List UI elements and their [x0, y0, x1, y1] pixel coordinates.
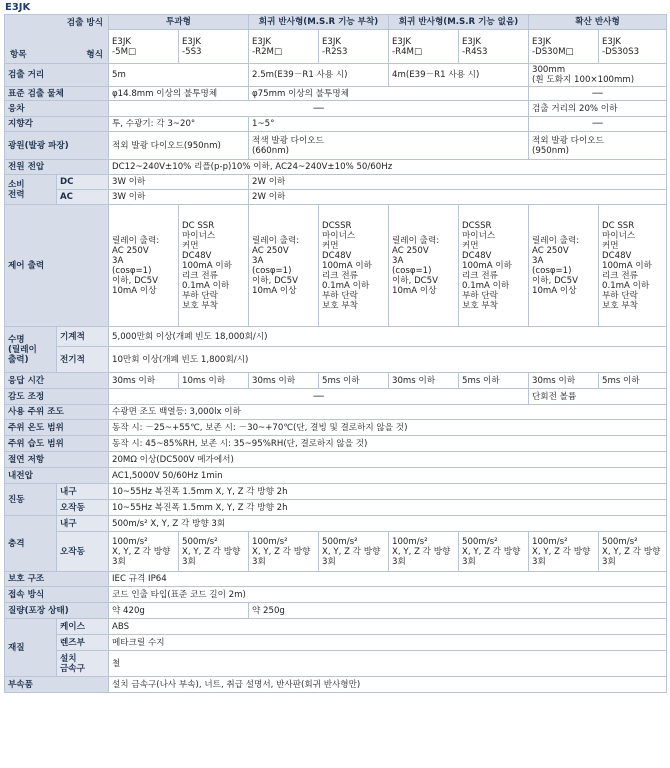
- group-diffuse: 확산 반사형: [529, 15, 667, 30]
- value-cell: ──: [109, 101, 529, 117]
- model-cell: E3JK -R2S3: [319, 30, 389, 64]
- row-label: 사용 주위 조도: [5, 405, 109, 420]
- value-cell: 릴레이 출력: AC 250V 3A (cosφ=1) 이하, DC5V 10mA 이상: [529, 205, 599, 327]
- value-cell: φ75mm 이상의 불투명체: [249, 87, 529, 101]
- page-title: E3JK: [5, 2, 31, 13]
- value-cell: 2.5m(E39－R1 사용 시): [249, 64, 389, 87]
- row-label: 접속 방식: [5, 587, 109, 603]
- value-cell: ──: [109, 389, 529, 405]
- value-cell: 검출 거리의 20% 이하: [529, 101, 667, 117]
- value-cell: 100m/s² X, Y, Z 각 방향 3회: [109, 532, 179, 572]
- value-cell: 적외 발광 다이오드 (950nm): [529, 132, 667, 160]
- row-label: 지향각: [5, 117, 109, 132]
- value-cell: DCSSR 마이너스 커먼 DC48V 100mA 이하 리크 전류 0.1mA 이하 부하 단락 보호 부착: [459, 205, 529, 327]
- value-cell: 4m(E39－R1 사용 시): [389, 64, 529, 87]
- row-label: 절연 저항: [5, 452, 109, 468]
- item-label: 항목: [10, 50, 27, 60]
- value-cell: 500m/s² X, Y, Z 각 방향 3회: [319, 532, 389, 572]
- value-cell: ──: [529, 117, 667, 132]
- value-cell: 500m/s² X, Y, Z 각 방향 3회: [599, 532, 667, 572]
- model-cell: E3JK -5S3: [179, 30, 249, 64]
- value-cell: ──: [529, 87, 667, 101]
- value-cell: φ14.8mm 이상의 불투명체: [109, 87, 249, 101]
- model-cell: E3JK -DS30S3: [599, 30, 667, 64]
- value-cell: 100m/s² X, Y, Z 각 방향 3회: [389, 532, 459, 572]
- row-label: 응차: [5, 101, 109, 117]
- sub-label: 내구: [57, 516, 109, 532]
- sub-label: 오작동: [57, 532, 109, 572]
- model-cell: E3JK -R2M□: [249, 30, 319, 64]
- value-cell: 철: [109, 651, 667, 677]
- value-cell: 메타크릴 수지: [109, 635, 667, 651]
- value-cell: DC SSR 마이너스 커먼 DC48V 100mA 이하 리크 전류 0.1mA 이하 부하 단락 보호 부착: [599, 205, 667, 327]
- model-cell: E3JK -DS30M□: [529, 30, 599, 64]
- value-cell: 릴레이 출력: AC 250V 3A (cosφ=1) 이하, DC5V 10mA 이상: [109, 205, 179, 327]
- sub-label: 내구: [57, 484, 109, 500]
- sub-label: 오작동: [57, 500, 109, 516]
- value-cell: 100m/s² X, Y, Z 각 방향 3회: [529, 532, 599, 572]
- row-label: 주위 습도 범위: [5, 436, 109, 452]
- sub-label: 설치 금속구: [57, 651, 109, 677]
- value-cell: 5m: [109, 64, 249, 87]
- sub-label: 기계적: [57, 327, 109, 347]
- value-cell: 5ms 이하: [319, 373, 389, 389]
- group-retro-msr: 회귀 반사형(M.S.R 기능 부착): [249, 15, 389, 30]
- model-cell: E3JK -R4S3: [459, 30, 529, 64]
- row-label: 광원(발광 파장): [5, 132, 109, 160]
- value-cell: 500m/s² X, Y, Z 각 방향 3회: [109, 516, 667, 532]
- sub-label: 렌즈부: [57, 635, 109, 651]
- row-label: 수명 (릴레이 출력): [5, 327, 57, 373]
- sub-label: DC: [57, 175, 109, 190]
- row-label: 검출 거리: [5, 64, 109, 87]
- group-through-beam: 투과형: [109, 15, 249, 30]
- value-cell: 5ms 이하: [599, 373, 667, 389]
- value-cell: 500m/s² X, Y, Z 각 방향 3회: [179, 532, 249, 572]
- sub-label: AC: [57, 190, 109, 205]
- row-label: 재질: [5, 619, 57, 677]
- form-label: 형식: [86, 50, 103, 60]
- model-cell: E3JK -R4M□: [389, 30, 459, 64]
- value-cell: DCSSR 마이너스 커먼 DC48V 100mA 이하 리크 전류 0.1mA 이하 부하 단락 보호 부착: [319, 205, 389, 327]
- row-label: 충격: [5, 516, 57, 572]
- value-cell: 3W 이하: [109, 175, 249, 190]
- detect-method-label: 검출 방식: [66, 18, 103, 28]
- sub-label: 케이스: [57, 619, 109, 635]
- value-cell: 약 420g: [109, 603, 249, 619]
- value-cell: 300mm (흰 도화지 100×100mm): [529, 64, 667, 87]
- row-label: 소비 전력: [5, 175, 57, 205]
- row-label: 주위 온도 범위: [5, 420, 109, 436]
- value-cell: 2W 이하: [249, 190, 667, 205]
- value-cell: DC12~240V±10% 리플(p-p)10% 이하, AC24~240V±10% 50/60Hz: [109, 160, 667, 175]
- value-cell: 동작 시: 45~85%RH, 보존 시: 35~95%RH(단, 결로하지 않을 것): [109, 436, 667, 452]
- row-label: 부속품: [5, 677, 109, 693]
- value-cell: 30ms 이하: [529, 373, 599, 389]
- row-label: 표준 검출 물체: [5, 87, 109, 101]
- spec-table: [4, 14, 667, 693]
- value-cell: IEC 규격 IP64: [109, 572, 667, 587]
- value-cell: 100m/s² X, Y, Z 각 방향 3회: [249, 532, 319, 572]
- group-retro-no-msr: 회귀 반사형(M.S.R 기능 없음): [389, 15, 529, 30]
- value-cell: 투, 수광기: 각 3~20°: [109, 117, 249, 132]
- value-cell: 적외 발광 다이오드(950nm): [109, 132, 249, 160]
- value-cell: 코드 인출 타입(표준 코드 길이 2m): [109, 587, 667, 603]
- row-label: 질량(포장 상태): [5, 603, 109, 619]
- value-cell: 10~55Hz 복진폭 1.5mm X, Y, Z 각 방향 2h: [109, 484, 667, 500]
- value-cell: AC1,5000V 50/60Hz 1min: [109, 468, 667, 484]
- row-label: 감도 조정: [5, 389, 109, 405]
- row-label: 내전압: [5, 468, 109, 484]
- value-cell: 단회전 볼륨: [529, 389, 667, 405]
- row-label: 보호 구조: [5, 572, 109, 587]
- value-cell: 2W 이하: [249, 175, 667, 190]
- value-cell: 릴레이 출력: AC 250V 3A (cosφ=1) 이하, DC5V 10mA 이상: [249, 205, 319, 327]
- value-cell: 3W 이하: [109, 190, 249, 205]
- value-cell: 수광면 조도 백열등: 3,000lx 이하: [109, 405, 667, 420]
- value-cell: 약 250g: [249, 603, 667, 619]
- value-cell: 1~5°: [249, 117, 529, 132]
- value-cell: 30ms 이하: [109, 373, 179, 389]
- value-cell: 설치 금속구(나사 부속), 너트, 취급 설명서, 반사판(회귀 반사형만): [109, 677, 667, 693]
- value-cell: 500m/s² X, Y, Z 각 방향 3회: [459, 532, 529, 572]
- value-cell: 20MΩ 이상(DC500V 메가에서): [109, 452, 667, 468]
- row-label: 진동: [5, 484, 57, 516]
- value-cell: 10만회 이상(개폐 빈도 1,800회/시): [109, 347, 667, 373]
- value-cell: 5ms 이하: [459, 373, 529, 389]
- value-cell: 30ms 이하: [389, 373, 459, 389]
- value-cell: ABS: [109, 619, 667, 635]
- value-cell: DC SSR 마이너스 커먼 DC48V 100mA 이하 리크 전류 0.1mA 이하 부하 단락 보호 부착: [179, 205, 249, 327]
- row-label: 제어 출력: [5, 205, 109, 327]
- sub-label: 전기적: [57, 347, 109, 373]
- value-cell: 릴레이 출력: AC 250V 3A (cosφ=1) 이하, DC5V 10mA 이상: [389, 205, 459, 327]
- row-label: 응답 시간: [5, 373, 109, 389]
- value-cell: 10ms 이하: [179, 373, 249, 389]
- header-corner: [5, 15, 109, 64]
- row-label: 전원 전압: [5, 160, 109, 175]
- value-cell: 10~55Hz 복진폭 1.5mm X, Y, Z 각 방향 2h: [109, 500, 667, 516]
- value-cell: 동작 시: －25~+55℃, 보존 시: －30~+70℃(단, 결빙 및 결로하지 않을 것): [109, 420, 667, 436]
- value-cell: 5,000만회 이상(개폐 빈도 18,000회/시): [109, 327, 667, 347]
- value-cell: 적색 발광 다이오드 (660nm): [249, 132, 529, 160]
- model-cell: E3JK -5M□: [109, 30, 179, 64]
- value-cell: 30ms 이하: [249, 373, 319, 389]
